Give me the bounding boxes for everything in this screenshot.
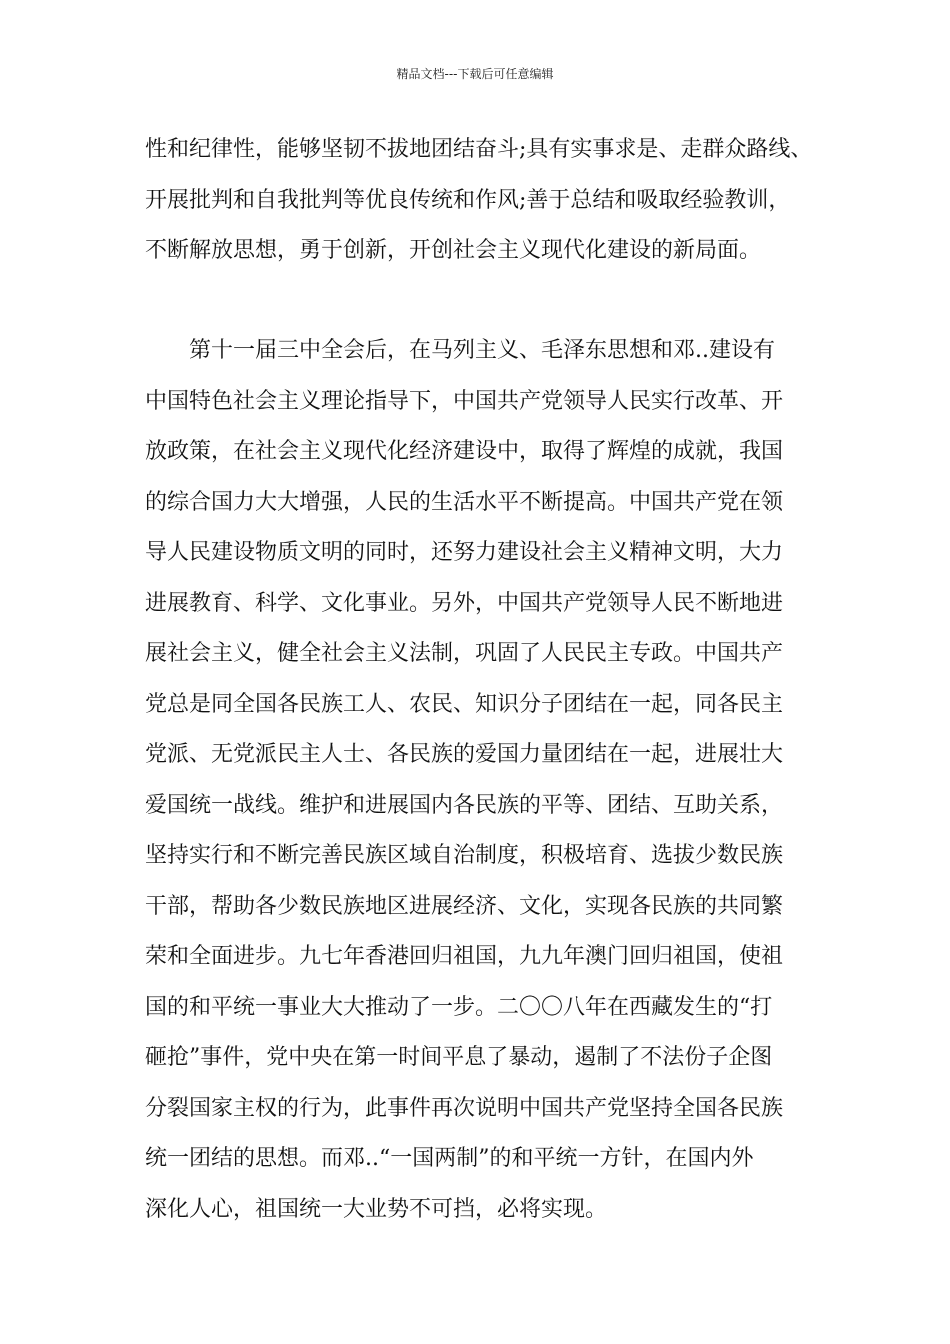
text-line: 深化人心，祖国统一大业势不可挡，必将实现。 — [145, 1196, 608, 1222]
text-line: 坚持实行和不断完善民族区域自治制度，积极培育、选拔少数民族 — [145, 843, 784, 868]
text-line: 党总是同全国各民族工人、农民、知识分子团结在一起，同各民主 — [145, 691, 784, 717]
text-line: 进展教育、科学、文化事业。另外，中国共产党领导人民不断地进 — [145, 590, 784, 616]
text-line: 统一团结的思想。而邓..“一国两制”的和平统一方针，在国内外 — [145, 1146, 754, 1171]
text-line: 导人民建设物质文明的同时，还努力建设社会主义精神文明，大力 — [145, 540, 784, 565]
text-line: 的综合国力大大增强，人民的生活水平不断提高。中国共产党在领 — [145, 489, 784, 515]
text-line: 开展批判和自我批判等优良传统和作风;善于总结和吸取经验教训， — [145, 187, 791, 213]
text-line: 性和纪律性，能够坚韧不拔地团结奋斗;具有实事求是、走群众路线、 — [145, 137, 813, 162]
text-line: 国的和平统一事业大大推动了一步。二〇〇八年在西藏发生的“打 — [145, 994, 773, 1020]
text-line: 分裂国家主权的行为，此事件再次说明中国共产党坚持全国各民族 — [145, 1095, 784, 1121]
text-line: 干部，帮助各少数民族地区进展经济、文化，实现各民族的共同繁 — [145, 893, 784, 919]
text-line: 放政策，在社会主义现代化经济建设中，取得了辉煌的成就，我国 — [145, 439, 784, 464]
text-line: 中国特色社会主义理论指导下，中国共产党领导人民实行改革、开 — [145, 388, 784, 414]
text-line: 荣和全面进步。九七年香港回归祖国，九九年澳门回归祖国，使祖 — [145, 944, 784, 969]
page-header: 精品文档---下载后可任意编辑 — [396, 67, 554, 81]
text-line: 党派、无党派民主人士、各民族的爱国力量团结在一起，进展壮大 — [145, 742, 784, 767]
text-line: 不断解放思想，勇于创新，开创社会主义现代化建设的新局面。 — [145, 238, 762, 263]
paragraph-2 — [145, 326, 825, 1235]
text-line: 砸抢”事件，党中央在第一时间平息了暴动，遏制了不法份子企图 — [145, 1045, 773, 1070]
text-line: 爱国统一战线。维护和进展国内各民族的平等、团结、互助关系， — [145, 792, 784, 818]
text-line: 第十一届三中全会后，在马列主义、毛泽东思想和邓..建设有 — [189, 338, 775, 363]
paragraph-1 — [145, 125, 825, 277]
text-line: 展社会主义，健全社会主义法制，巩固了人民民主专政。中国共产 — [145, 641, 784, 666]
